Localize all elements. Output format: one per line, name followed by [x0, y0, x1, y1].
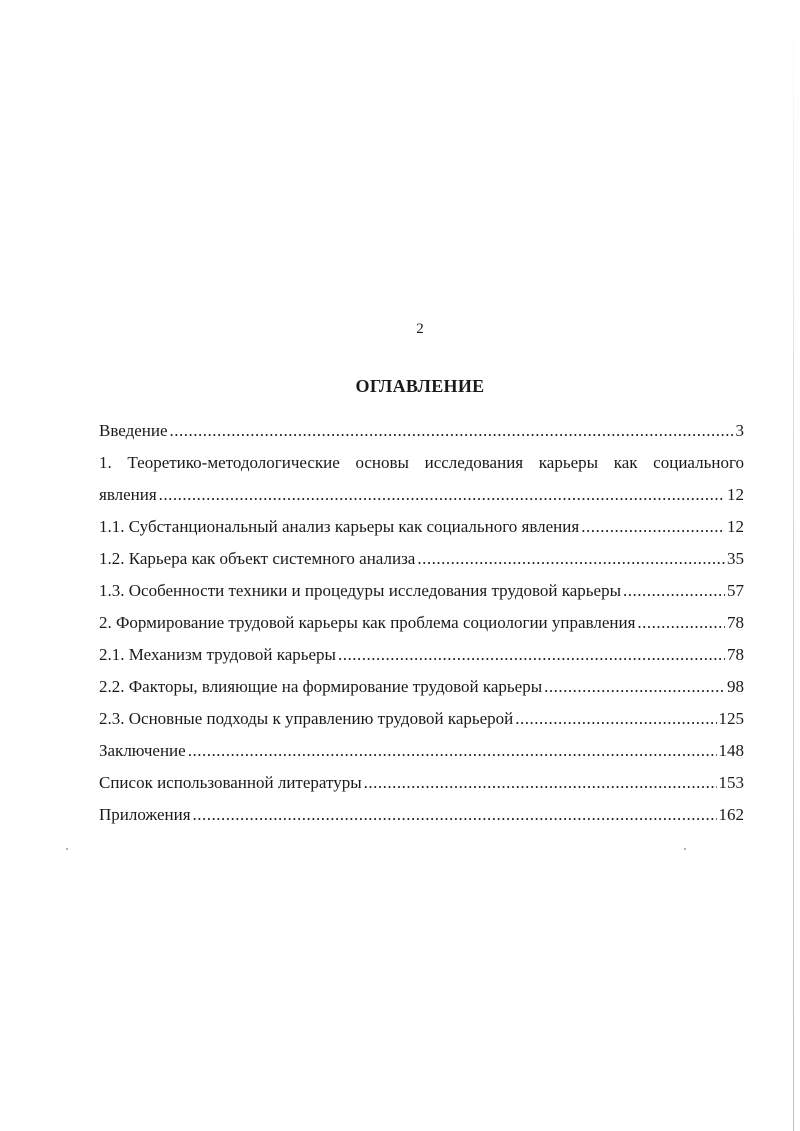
- dot-leader: [170, 417, 734, 445]
- toc-entry-section-1-3[interactable]: [99, 577, 744, 609]
- scan-edge-line: [793, 0, 794, 1131]
- dot-leader: [338, 641, 725, 669]
- toc-entry-bibliography[interactable]: [99, 769, 744, 801]
- toc-entry-label: 1.1. Субстанциональный анализ карьеры как социального явления: [99, 517, 580, 536]
- toc-entry-page: 12: [727, 485, 744, 504]
- toc-entry-label: 2.1. Механизм трудовой карьеры: [99, 645, 336, 664]
- toc-entry-section-1-1[interactable]: [99, 513, 744, 545]
- dot-leader: [581, 513, 725, 541]
- toc-entry-page: 78: [727, 645, 744, 664]
- toc-entry-chapter-1[interactable]: [99, 481, 744, 513]
- page-title: ОГЛАВЛЕНИЕ: [355, 376, 485, 396]
- toc-entry-label: Введение: [99, 421, 168, 440]
- scan-speck: [66, 848, 68, 850]
- dot-leader: [364, 769, 717, 797]
- toc-entry-label: 2. Формирование трудовой карьеры как проблема социологии управления: [99, 613, 636, 632]
- toc-entry-section-1-2[interactable]: [99, 545, 744, 577]
- toc-entry-label: явления: [99, 485, 157, 504]
- toc-entry-label: 1.3. Особенности техники и процедуры исследования трудовой карьеры: [99, 581, 621, 600]
- table-of-contents: [99, 417, 744, 833]
- toc-entry-page: 98: [727, 677, 744, 696]
- toc-entry-label: 2.2. Факторы, влияющие на формирование трудовой карьеры: [99, 677, 543, 696]
- toc-entry-page: 3: [735, 421, 744, 440]
- toc-entry-chapter-2[interactable]: [99, 609, 744, 641]
- toc-entry-section-2-2[interactable]: [99, 673, 744, 705]
- toc-entry-introduction[interactable]: [99, 417, 744, 449]
- toc-entry-section-2-3[interactable]: [99, 705, 744, 737]
- toc-entry-conclusion[interactable]: [99, 737, 744, 769]
- scan-speck: [684, 848, 686, 850]
- toc-entry-label: Заключение: [99, 741, 186, 760]
- toc-entry-chapter-1-line1[interactable]: [99, 449, 744, 481]
- page-number: 2: [416, 321, 424, 337]
- toc-entry-appendices[interactable]: [99, 801, 744, 833]
- dot-leader: [159, 481, 725, 509]
- toc-entry-page: 12: [727, 517, 744, 536]
- dot-leader: [188, 737, 717, 765]
- toc-entry-page: 162: [718, 805, 744, 824]
- toc-entry-page: 153: [718, 773, 744, 792]
- toc-entry-page: 35: [727, 549, 744, 568]
- dot-leader: [637, 609, 725, 637]
- toc-entry-label: 1.2. Карьера как объект системного анализа: [99, 549, 416, 568]
- toc-entry-page: 125: [718, 709, 744, 728]
- toc-entry-page: 148: [718, 741, 744, 760]
- toc-entry-label: 1. Теоретико-методологические основы исследования карьеры как социального: [99, 453, 744, 472]
- dot-leader: [417, 545, 725, 573]
- toc-entry-section-2-1[interactable]: [99, 641, 744, 673]
- toc-entry-label: 2.3. Основные подходы к управлению трудовой карьерой: [99, 709, 514, 728]
- dot-leader: [193, 801, 717, 829]
- toc-entry-page: 57: [727, 581, 744, 600]
- toc-entry-page: 78: [727, 613, 744, 632]
- toc-entry-label: Список использованной литературы: [99, 773, 362, 792]
- toc-entry-label: Приложения: [99, 805, 191, 824]
- dot-leader: [544, 673, 725, 701]
- dot-leader: [623, 577, 725, 605]
- dot-leader: [515, 705, 716, 733]
